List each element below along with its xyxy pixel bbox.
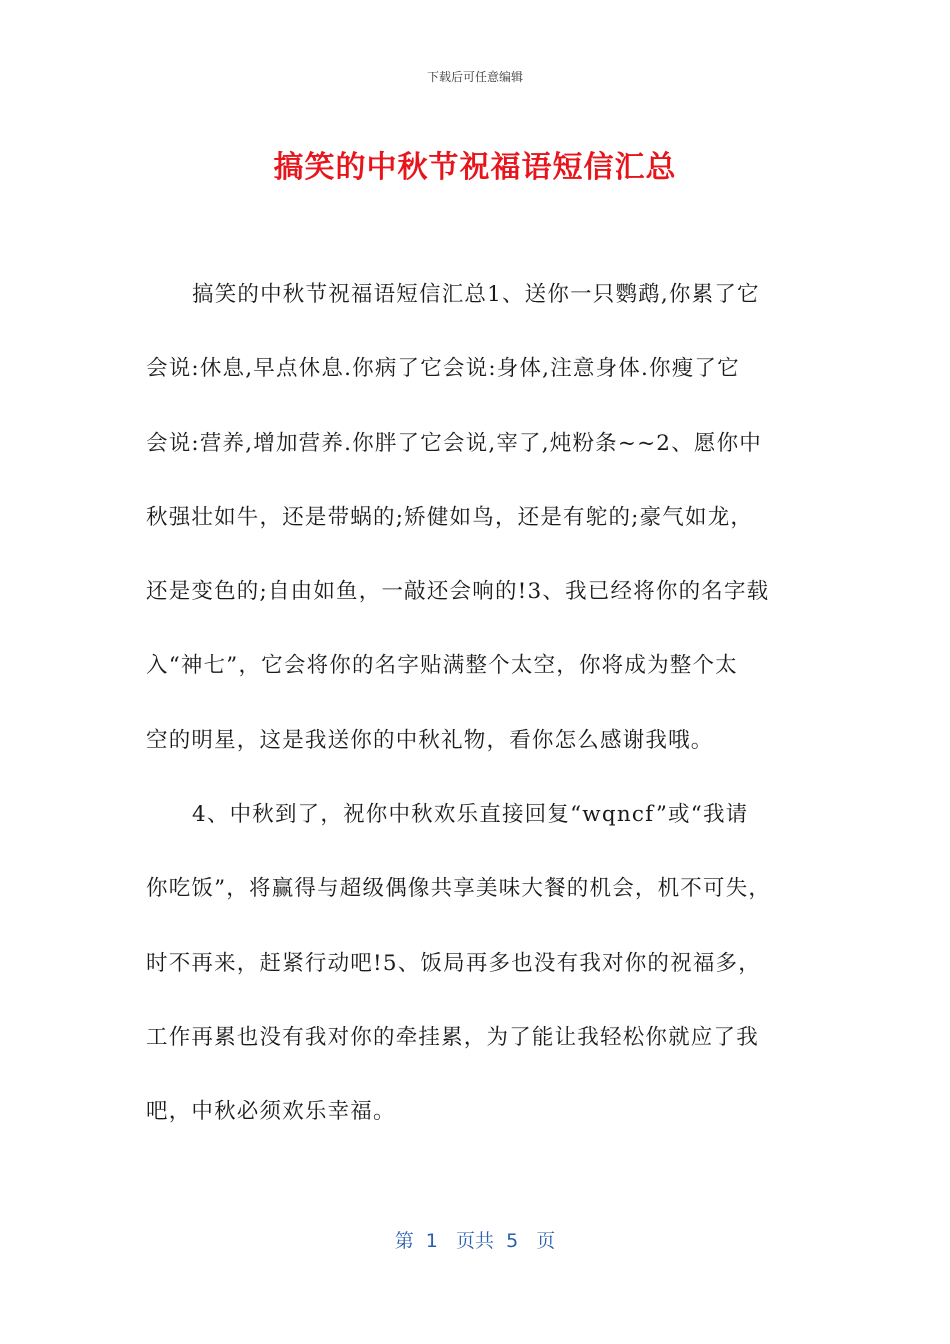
paragraph-line: 工作再累也没有我对你的牵挂累，为了能让我轻松你就应了我	[146, 1024, 759, 1050]
paragraph-line: 会说:休息,早点休息.你病了它会说:身体,注意身体.你瘦了它	[146, 356, 740, 382]
paragraph-line: 搞笑的中秋节祝福语短信汇总1、送你一只鹦鹉,你累了它	[192, 282, 760, 307]
paragraph-line: 空的明星，这是我送你的中秋礼物，看你怎么感谢我哦。	[146, 727, 714, 753]
paragraph-line: 你吃饭”，将赢得与超级偶像共享美味大餐的机会，机不可失，	[146, 876, 772, 902]
header-note: 下载后可任意编辑	[426, 70, 523, 84]
paragraph-line: 会说:营养,增加营养.你胖了它会说,宰了,炖粉条~~2、愿你中	[146, 430, 762, 456]
page-number: 第 1 页共 5 页	[394, 1230, 556, 1252]
paragraph-line: 还是变色的;自由如鱼，一敲还会响的!3、我已经将你的名字载	[146, 579, 770, 605]
paragraph-line: 吧，中秋必须欢乐幸福。	[146, 1099, 396, 1125]
paragraph-line: 入“神七”，它会将你的名字贴满整个太空，你将成为整个太	[146, 653, 738, 679]
paragraph-line: 时不再来，赶紧行动吧!5、饭局再多也没有我对你的祝福多，	[146, 950, 761, 976]
paragraph-line: 秋强壮如牛，还是带蜗的;矫健如鸟，还是有鸵的;豪气如龙，	[146, 504, 754, 530]
document-title: 搞笑的中秋节祝福语短信汇总	[273, 150, 677, 185]
paragraph-line: 4、中秋到了，祝你中秋欢乐直接回复“wqncf”或“我请	[192, 802, 749, 828]
document-body	[146, 275, 806, 1167]
